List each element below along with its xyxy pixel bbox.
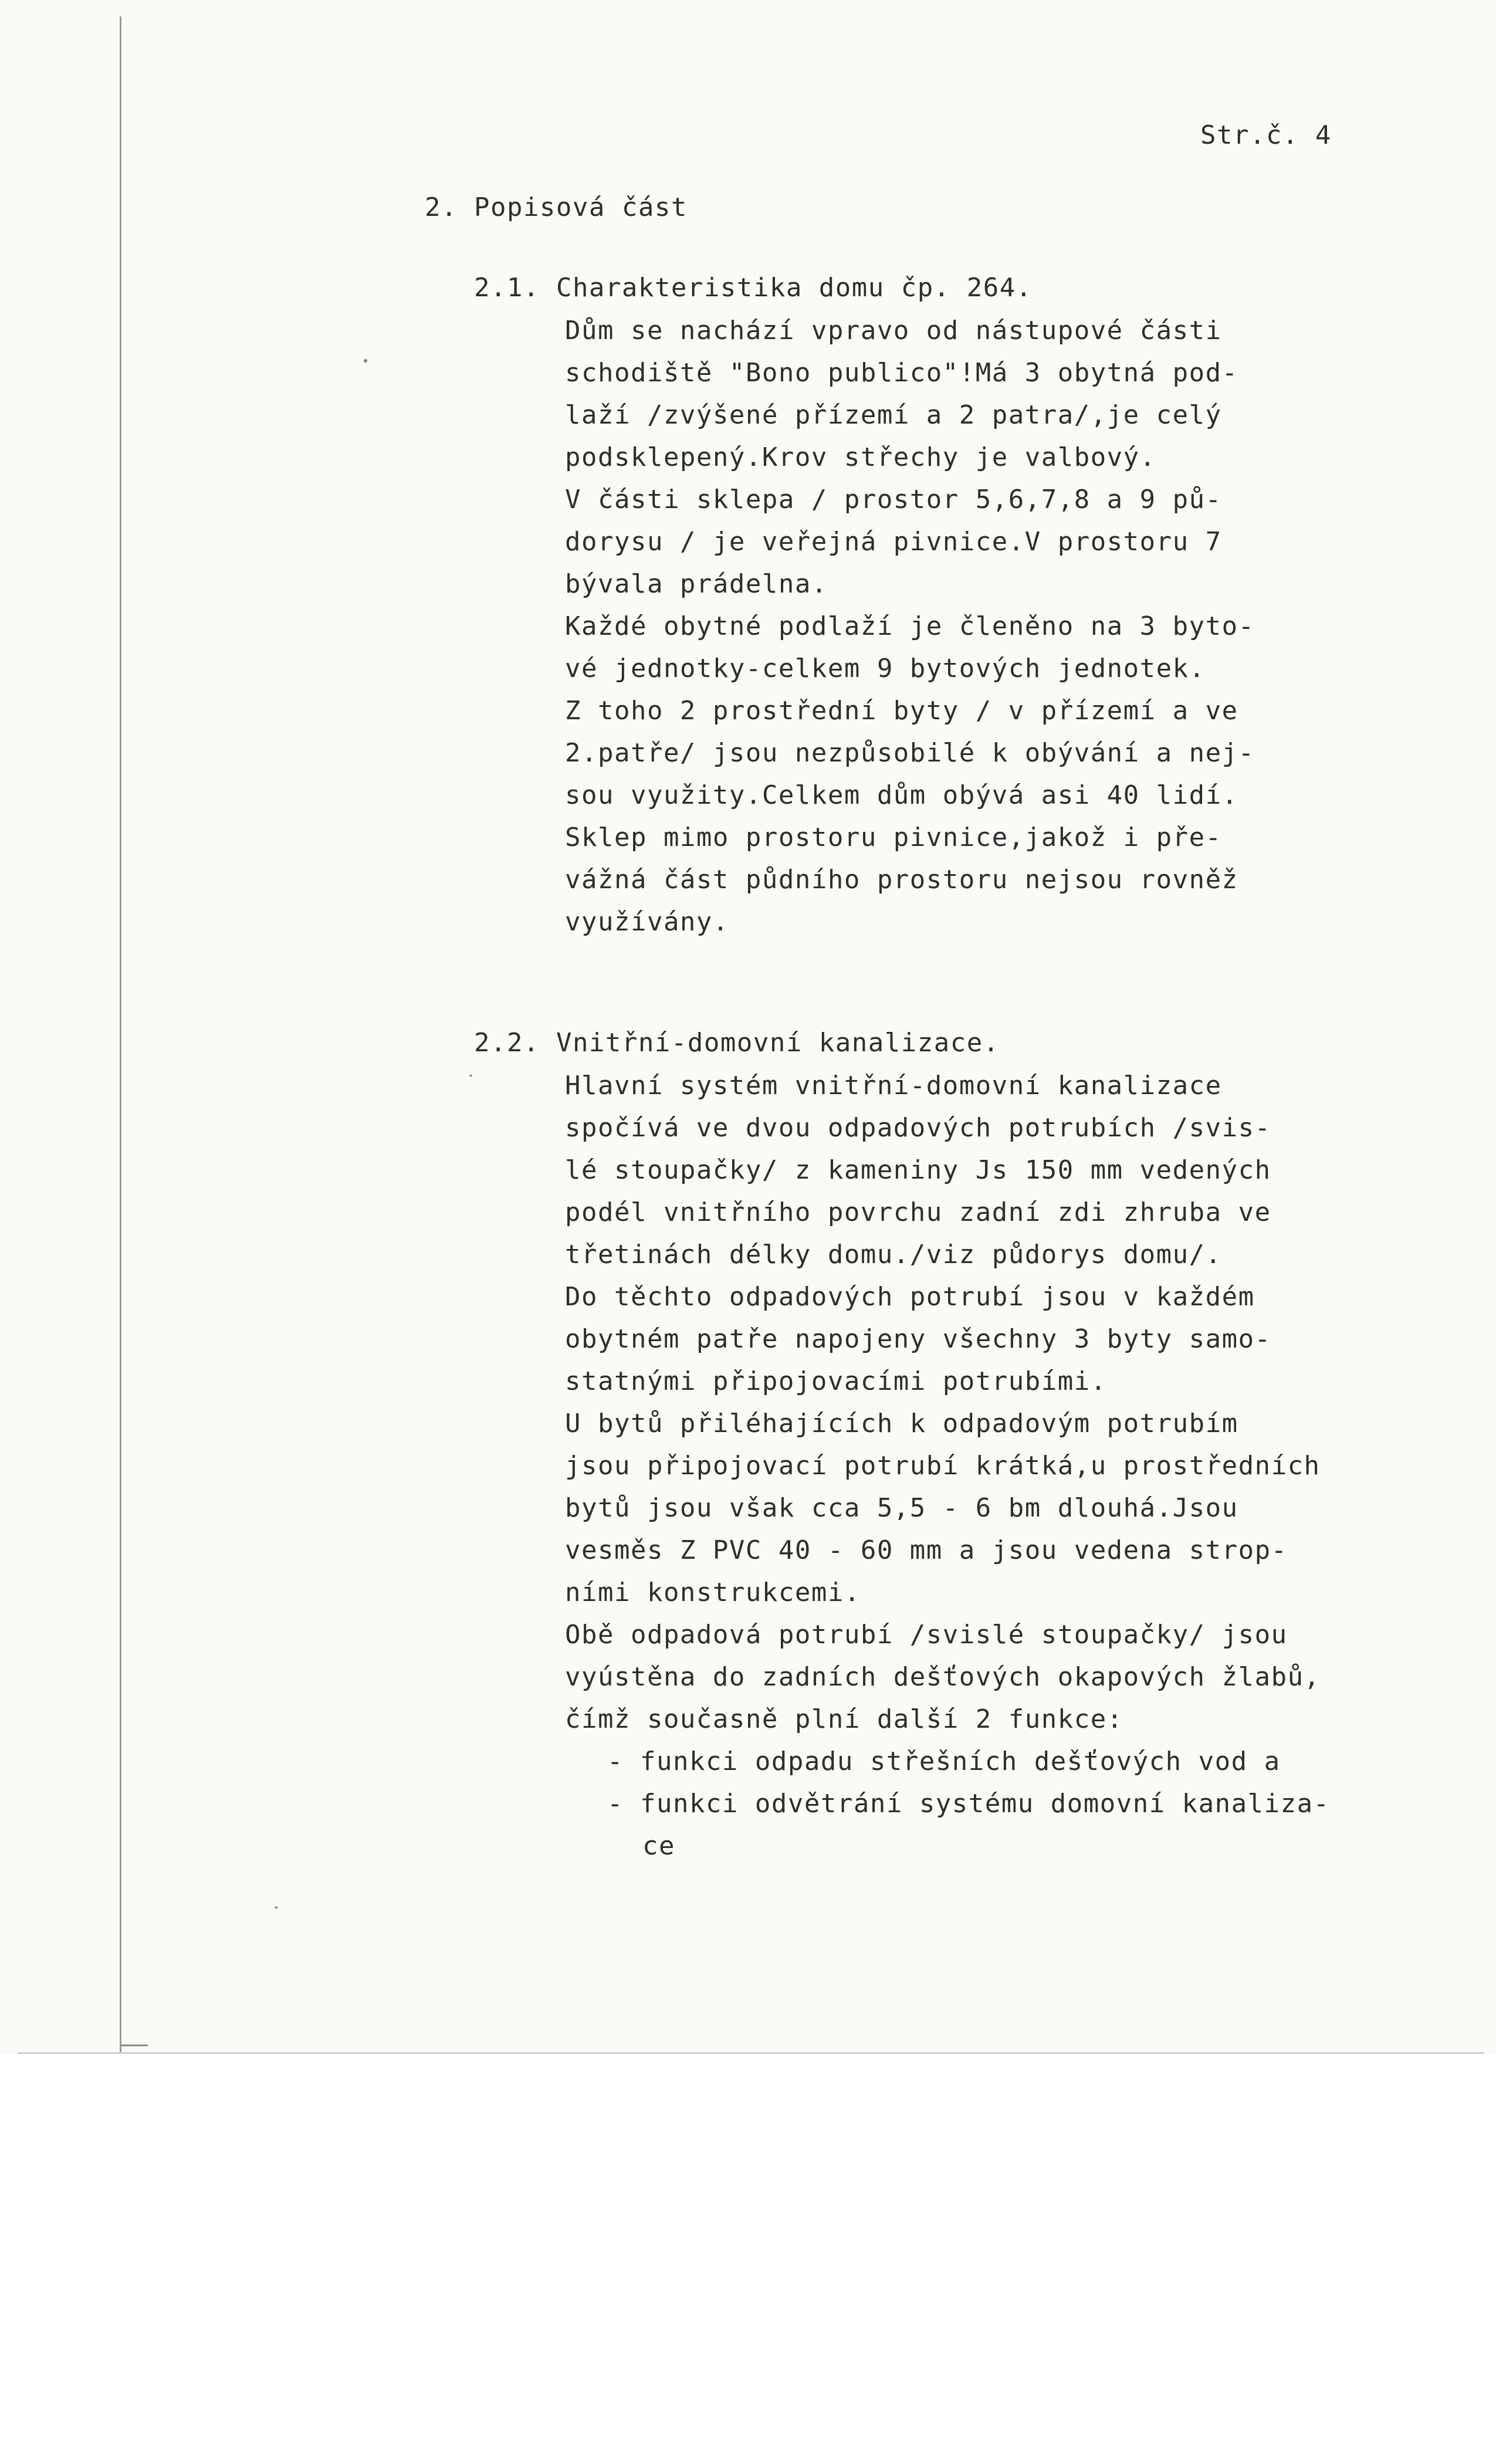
text-line: Do těchto odpadových potrubí jsou v každém: [565, 1282, 1255, 1312]
text-line: dorysu / je veřejná pivnice.V prostoru 7: [565, 527, 1222, 557]
text-line: vé jednotky-celkem 9 bytových jednotek.: [565, 654, 1206, 683]
text-line: ními konstrukcemi.: [565, 1578, 861, 1607]
text-line: schodiště "Bono publico"!Má 3 obytná pod-: [565, 358, 1238, 388]
text-line: podél vnitřního povrchu zadní zdi zhruba ve: [565, 1197, 1271, 1227]
blank-margin: [0, 2053, 1496, 2464]
text-line: bývala prádelna.: [565, 569, 828, 599]
text-line: využívány.: [565, 907, 729, 937]
text-line: Sklep mimo prostoru pivnice,jakož i pře-: [565, 823, 1222, 852]
ink-speck: [364, 359, 367, 363]
text-line: V části sklepa / prostor 5,6,7,8 a 9 pů-: [565, 485, 1222, 515]
bullet-line: - funkci odpadu střešních dešťových vod a: [607, 1747, 1281, 1776]
text-line: vážná část půdního prostoru nejsou rovněž: [565, 865, 1238, 895]
bullet-line: - funkci odvětrání systému domovní kanaliza-: [607, 1789, 1330, 1819]
text-line: lé stoupačky/ z kameniny Js 150 mm vedených: [565, 1155, 1271, 1185]
edge-foot-mark: [120, 2045, 148, 2046]
section-title: 2. Popisová část: [425, 192, 688, 222]
page-bottom-edge: [18, 2052, 1484, 2054]
subsection-heading: 2.1. Charakteristika domu čp. 264.: [474, 273, 1033, 303]
bullet-continuation: ce: [642, 1831, 675, 1861]
text-line: 2.patře/ jsou nezpůsobilé k obývání a nej-: [565, 738, 1255, 768]
text-line: bytů jsou však cca 5,5 - 6 bm dlouhá.Jsou: [565, 1493, 1238, 1523]
text-line: Z toho 2 prostřední byty / v přízemí a ve: [565, 696, 1238, 726]
text-line: Dům se nachází vpravo od nástupové části: [565, 316, 1222, 346]
text-line: jsou připojovací potrubí krátká,u prostředních: [565, 1451, 1321, 1481]
page-number: Str.č. 4: [1200, 120, 1332, 150]
text-line: vesměs Z PVC 40 - 60 mm a jsou vedena strop-: [565, 1535, 1288, 1565]
text-line: třetinách délky domu./viz půdorys domu/.: [565, 1240, 1222, 1270]
ink-speck: [275, 1907, 278, 1908]
text-line: Hlavní systém vnitřní-domovní kanalizace: [565, 1071, 1222, 1101]
text-line: sou využity.Celkem dům obývá asi 40 lidí.: [565, 780, 1238, 810]
subsection-body: [565, 310, 1255, 943]
subsection-body: [565, 1065, 1330, 1867]
text-line: vyústěna do zadních dešťových okapových žlabů,: [565, 1662, 1321, 1692]
text-line: U bytů přiléhajících k odpadovým potrubím: [565, 1409, 1238, 1439]
text-line: obytném patře napojeny všechny 3 byty samo-: [565, 1324, 1271, 1354]
text-line: spočívá ve dvou odpadových potrubích /svis-: [565, 1113, 1271, 1143]
paper-edge-line: [120, 16, 121, 2052]
text-line: čímž současně plní další 2 funkce:: [565, 1704, 1123, 1734]
text-line: Obě odpadová potrubí /svislé stoupačky/ jsou: [565, 1620, 1288, 1650]
text-line: laží /zvýšené přízemí a 2 patra/,je celý: [565, 400, 1222, 430]
ink-speck: [469, 1075, 472, 1077]
subsection-heading: 2.2. Vnitřní-domovní kanalizace.: [474, 1028, 1000, 1058]
text-line: statnými připojovacími potrubími.: [565, 1366, 1107, 1396]
text-line: podsklepený.Krov střechy je valbový.: [565, 442, 1156, 472]
text-line: Každé obytné podlaží je členěno na 3 byto-: [565, 611, 1255, 641]
